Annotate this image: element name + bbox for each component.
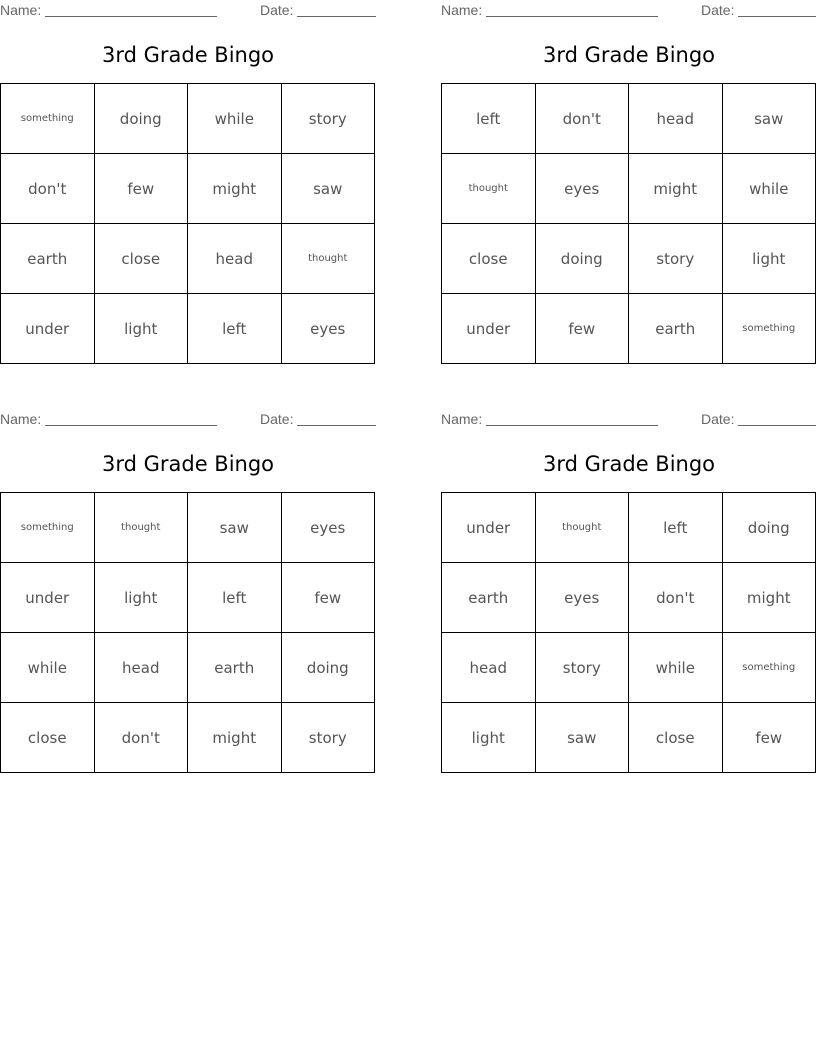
date-label: Date: — [701, 411, 735, 427]
bingo-row — [1, 224, 375, 294]
bingo-card — [0, 409, 376, 773]
card-title: 3rd Grade Bingo — [101, 452, 275, 476]
bingo-cell: story — [281, 703, 375, 773]
name-blank-line[interactable] — [45, 425, 217, 426]
bingo-cell: saw — [535, 703, 629, 773]
bingo-cell: thought — [281, 224, 375, 294]
date-blank-line[interactable] — [738, 425, 816, 426]
bingo-cell: close — [1, 703, 95, 773]
bingo-cell: while — [629, 633, 723, 703]
bingo-card — [0, 0, 376, 364]
bingo-cell: while — [722, 154, 816, 224]
bingo-cell: while — [188, 84, 282, 154]
bingo-cell: something — [1, 493, 95, 563]
bingo-row — [1, 633, 375, 703]
bingo-grid — [0, 83, 375, 364]
bingo-cell: few — [94, 154, 188, 224]
bingo-cell: under — [1, 563, 95, 633]
bingo-cell: eyes — [281, 294, 375, 364]
date-label: Date: — [260, 2, 294, 18]
bingo-grid — [441, 492, 816, 773]
bingo-row — [1, 154, 375, 224]
bingo-cell: light — [94, 563, 188, 633]
bingo-cell: earth — [629, 294, 723, 364]
bingo-cell: under — [442, 493, 536, 563]
name-blank-line[interactable] — [486, 16, 658, 17]
bingo-row — [1, 294, 375, 364]
bingo-cell: might — [188, 154, 282, 224]
bingo-cell: might — [722, 563, 816, 633]
bingo-cell: earth — [188, 633, 282, 703]
bingo-cell: doing — [722, 493, 816, 563]
bingo-row — [442, 563, 816, 633]
bingo-cell: don't — [94, 703, 188, 773]
bingo-card — [441, 0, 816, 364]
name-label: Name: — [0, 411, 42, 427]
bingo-cell: might — [629, 154, 723, 224]
card-title: 3rd Grade Bingo — [542, 43, 716, 67]
date-blank-line[interactable] — [297, 16, 376, 17]
bingo-row — [442, 154, 816, 224]
card-title: 3rd Grade Bingo — [542, 452, 716, 476]
bingo-cell: don't — [535, 84, 629, 154]
bingo-cell: doing — [281, 633, 375, 703]
bingo-cell: might — [188, 703, 282, 773]
bingo-row — [442, 633, 816, 703]
bingo-cell: light — [442, 703, 536, 773]
bingo-cell: saw — [722, 84, 816, 154]
bingo-cell: under — [1, 294, 95, 364]
bingo-cell: close — [94, 224, 188, 294]
bingo-card — [441, 409, 816, 773]
bingo-cell: light — [722, 224, 816, 294]
name-date-row — [0, 0, 376, 22]
bingo-cell: left — [629, 493, 723, 563]
bingo-cell: head — [94, 633, 188, 703]
bingo-cell: close — [629, 703, 723, 773]
date-blank-line[interactable] — [297, 425, 376, 426]
bingo-cell: don't — [629, 563, 723, 633]
bingo-cell: left — [188, 563, 282, 633]
bingo-cell: earth — [442, 563, 536, 633]
name-date-row — [0, 409, 376, 431]
bingo-cell: saw — [281, 154, 375, 224]
bingo-cell: left — [188, 294, 282, 364]
name-blank-line[interactable] — [45, 16, 217, 17]
bingo-cell: don't — [1, 154, 95, 224]
bingo-cell: few — [535, 294, 629, 364]
bingo-cell: thought — [94, 493, 188, 563]
bingo-cell: left — [442, 84, 536, 154]
date-label: Date: — [260, 411, 294, 427]
bingo-row — [1, 563, 375, 633]
bingo-row — [442, 493, 816, 563]
bingo-cell: head — [629, 84, 723, 154]
bingo-cell: story — [281, 84, 375, 154]
bingo-cell: eyes — [535, 154, 629, 224]
bingo-cell: thought — [535, 493, 629, 563]
bingo-row — [442, 84, 816, 154]
name-date-row — [441, 409, 816, 431]
bingo-cell: doing — [535, 224, 629, 294]
card-title: 3rd Grade Bingo — [101, 43, 275, 67]
bingo-cell: story — [629, 224, 723, 294]
bingo-cell: while — [1, 633, 95, 703]
name-label: Name: — [441, 411, 483, 427]
bingo-cell: eyes — [535, 563, 629, 633]
name-blank-line[interactable] — [486, 425, 658, 426]
bingo-cell: eyes — [281, 493, 375, 563]
bingo-cell: few — [722, 703, 816, 773]
bingo-row — [1, 493, 375, 563]
date-label: Date: — [701, 2, 735, 18]
bingo-cell: few — [281, 563, 375, 633]
bingo-cell: thought — [442, 154, 536, 224]
bingo-cell: light — [94, 294, 188, 364]
bingo-cell: something — [1, 84, 95, 154]
bingo-cell: earth — [1, 224, 95, 294]
bingo-grid — [441, 83, 816, 364]
bingo-cell: doing — [94, 84, 188, 154]
bingo-cell: story — [535, 633, 629, 703]
bingo-row — [1, 84, 375, 154]
bingo-cell: something — [722, 633, 816, 703]
bingo-cell: something — [722, 294, 816, 364]
bingo-cell: saw — [188, 493, 282, 563]
name-label: Name: — [0, 2, 42, 18]
name-date-row — [441, 0, 816, 22]
name-label: Name: — [441, 2, 483, 18]
bingo-cell: under — [442, 294, 536, 364]
bingo-row — [442, 294, 816, 364]
date-blank-line[interactable] — [738, 16, 816, 17]
bingo-grid — [0, 492, 375, 773]
bingo-row — [1, 703, 375, 773]
bingo-row — [442, 224, 816, 294]
bingo-cell: head — [442, 633, 536, 703]
bingo-row — [442, 703, 816, 773]
bingo-cell: close — [442, 224, 536, 294]
bingo-cell: head — [188, 224, 282, 294]
